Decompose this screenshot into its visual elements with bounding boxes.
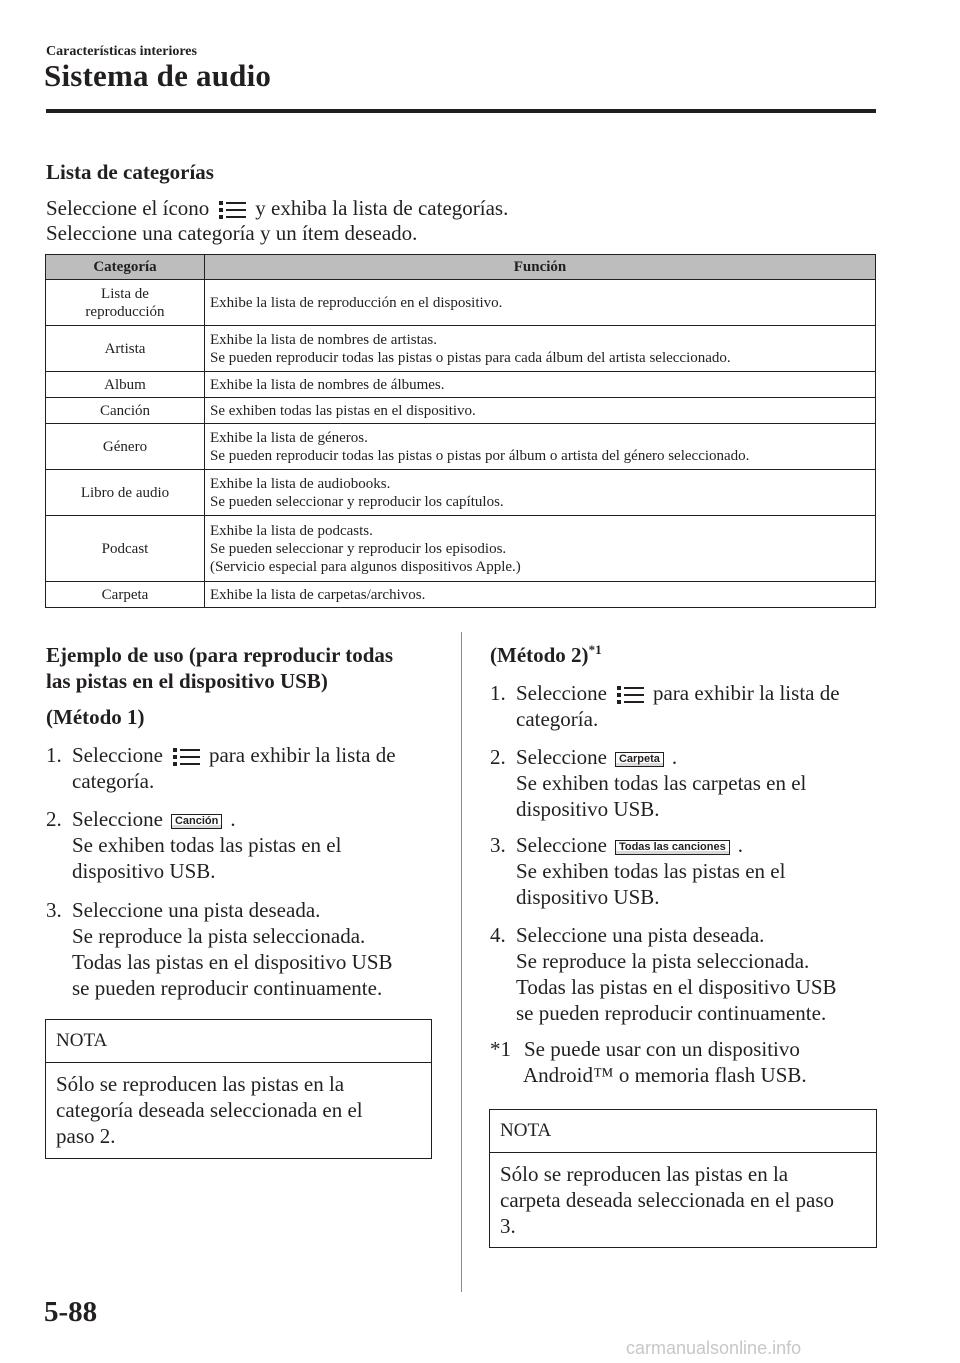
header-function: Función	[205, 255, 876, 280]
table-row	[46, 582, 876, 608]
table-row	[46, 398, 876, 424]
list-icon	[169, 746, 203, 768]
page-title: Sistema de audio	[44, 58, 272, 93]
row-category: Carpeta	[46, 582, 205, 608]
table-header-row	[46, 255, 876, 280]
row-function: Se exhiben todas las pistas en el dispositivo.	[205, 398, 876, 424]
example-heading: Ejemplo de uso (para reproducir todas las pistas en el dispositivo USB)	[46, 643, 394, 693]
todas-las-canciones-button[interactable]: Todas las canciones	[615, 840, 730, 855]
method-1-heading: (Método 1)	[46, 705, 145, 729]
table-row	[46, 280, 876, 326]
title-rule	[46, 109, 876, 113]
row-category: Podcast	[46, 516, 205, 582]
note-title: NOTA	[490, 1110, 876, 1153]
row-category: Libro de audio	[46, 470, 205, 516]
left-note-box	[45, 1019, 432, 1159]
section-label: Características interiores	[46, 44, 197, 59]
table-row	[46, 326, 876, 372]
column-divider	[461, 632, 462, 1292]
category-list-heading: Lista de categorías	[46, 160, 214, 184]
row-category: Género	[46, 424, 205, 470]
list-icon	[215, 199, 249, 221]
header-category: Categoría	[46, 255, 205, 280]
row-function: Exhibe la lista de nombres de álbumes.	[205, 372, 876, 398]
carpeta-button[interactable]: Carpeta	[615, 752, 664, 767]
row-category: Artista	[46, 326, 205, 372]
page-number: 5-88	[44, 1296, 98, 1328]
intro-line-2: Seleccione una categoría y un ítem deseado.	[46, 221, 418, 245]
note-body: Sólo se reproducen las pistas en la categoría deseada seleccionada en el paso 2.	[56, 1072, 363, 1148]
method-2-heading: (Método 2)$^{*1}$	[490, 642, 602, 667]
row-function: Exhibe la lista de nombres de artistas. Se pueden reproducir todas las pistas o pistas para cada álbum del artista seleccionado.	[205, 326, 876, 372]
right-note-box	[489, 1109, 877, 1248]
watermark-site: carmanualsonline.info	[626, 1338, 802, 1358]
row-category: Canción	[46, 398, 205, 424]
note-title: NOTA	[46, 1020, 431, 1063]
category-table	[45, 254, 876, 608]
row-function: Exhibe la lista de podcasts. Se pueden seleccionar y reproducir los episodios. (Servicio especial para algunos dispositivos Apple.)	[205, 516, 876, 582]
table-row	[46, 470, 876, 516]
intro-line-1: Seleccione el ícono y exhiba la lista de categorías.	[46, 196, 509, 220]
table-row	[46, 424, 876, 470]
row-category: Lista de reproducción	[46, 280, 205, 326]
row-category: Album	[46, 372, 205, 398]
table-row	[46, 372, 876, 398]
row-function: Exhibe la lista de carpetas/archivos.	[205, 582, 876, 608]
row-function: Exhibe la lista de audiobooks. Se pueden seleccionar y reproducir los capítulos.	[205, 470, 876, 516]
table-row	[46, 516, 876, 582]
row-function: Exhibe la lista de reproducción en el dispositivo.	[205, 280, 876, 326]
cancion-button[interactable]: Canción	[171, 814, 222, 829]
note-body: Sólo se reproducen las pistas en la carpeta deseada seleccionada en el paso 3.	[500, 1162, 835, 1238]
row-function: Exhibe la lista de géneros. Se pueden reproducir todas las pistas o pistas por álbum o artista del género seleccionado.	[205, 424, 876, 470]
list-icon	[613, 684, 647, 706]
